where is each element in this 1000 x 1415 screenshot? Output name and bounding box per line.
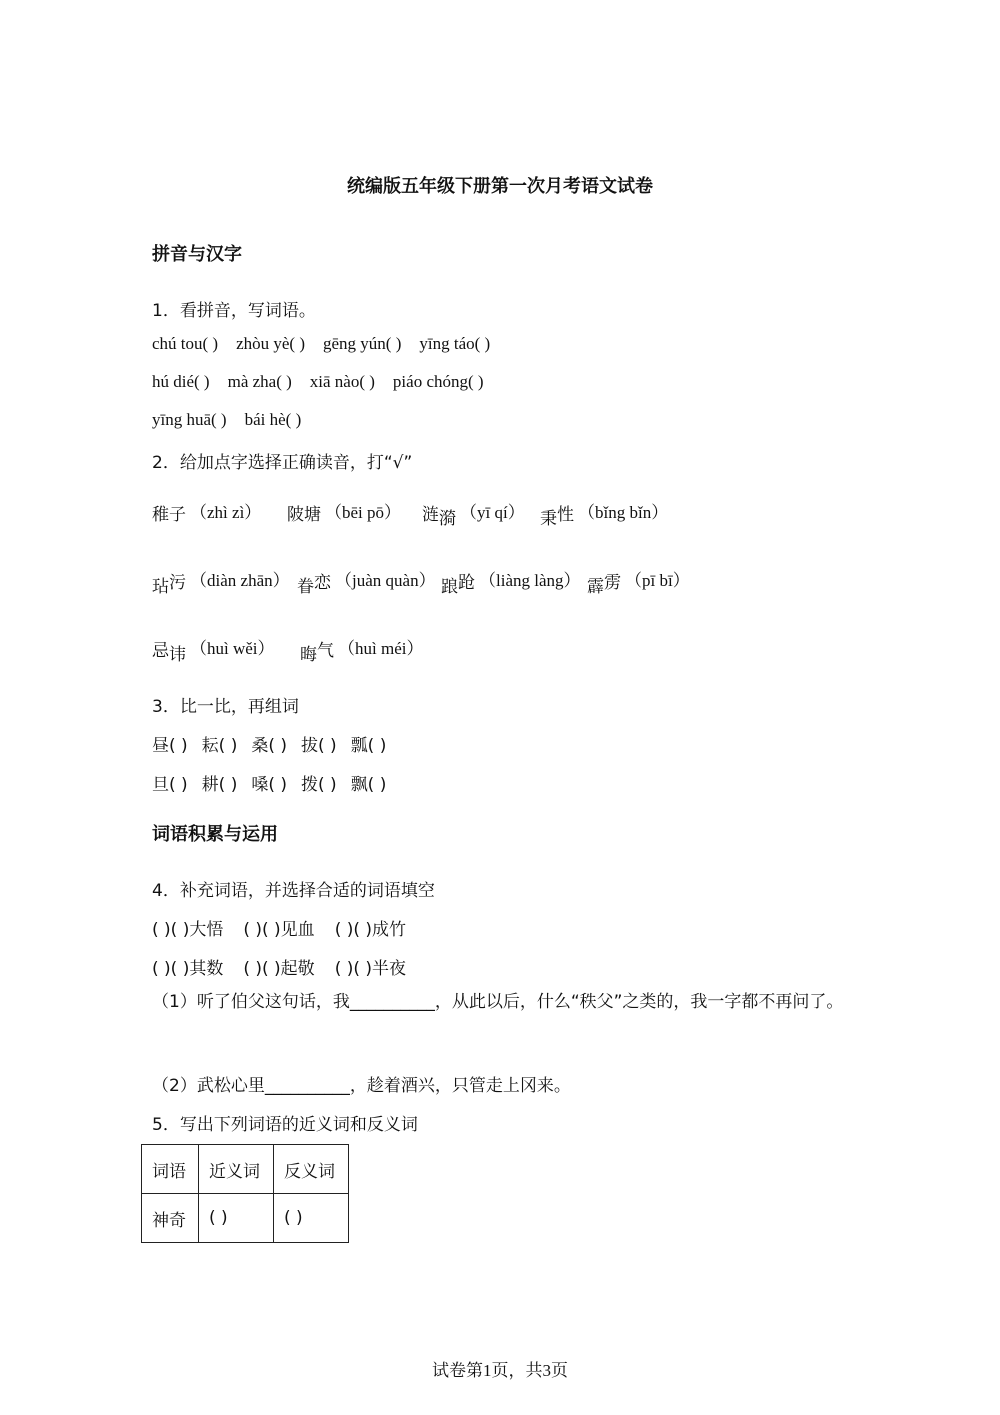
fill-sentence-2: （2）武松心里__________，趁着酒兴，只管走上冈来。 [152,1076,571,1096]
question-4-prompt: 4．补充词语，并选择合适的词语填空 [152,881,435,901]
idiom-item: ( )( )起敬 [243,959,315,979]
idiom-item: ( )( )见血 [243,920,315,940]
synonym-antonym-table [141,1144,349,1243]
compare-item: 拔( ) [301,736,337,756]
reading-item: 玷污 （diàn zhān） [152,571,290,597]
idiom-item: ( )( )半夜 [334,959,407,979]
compare-row-1 [152,731,400,756]
pinyin-item: zhòu yè( ) [236,334,306,353]
pinyin-row-2 [152,372,502,392]
compare-item: 昼( ) [152,736,188,756]
compare-row-2 [152,770,400,795]
pinyin-item: gēng yún( ) [323,334,402,353]
pinyin-item: xiā nào( ) [309,372,375,391]
idiom-item: ( )( )大悟 [152,920,224,940]
question-3-prompt: 3．比一比，再组词 [152,697,299,717]
table-header: 反义词 [274,1145,349,1194]
reading-item: 陂塘 （bēi pō） [287,503,402,525]
reading-item: 踉跄 （liàng làng） [441,571,581,597]
compare-item: 耕( ) [201,775,238,795]
question-2-prompt: 2．给加点字选择正确读音，打“√” [152,453,413,473]
table-row [142,1194,349,1243]
question-5-prompt: 5．写出下列词语的近义词和反义词 [152,1115,418,1135]
idiom-item: ( )( )其数 [152,959,224,979]
table-header-row [142,1145,349,1194]
reading-item: 霹雳 （pī bī） [587,571,690,597]
pinyin-item: hú dié( ) [152,372,210,391]
fill-sentence-1: （1）听了伯父这句话，我__________，从此以后，什么“秩父”之类的，我一字都不再问了。 [152,992,844,1012]
compare-item: 拨( ) [301,775,337,795]
pinyin-row-3 [152,410,319,430]
table-cell: 神奇 [142,1194,199,1243]
compare-item: 旦( ) [152,775,188,795]
idiom-item: ( )( )成竹 [334,920,407,940]
compare-item: 耘( ) [201,736,238,756]
page-footer: 试卷第1页，共3页 [432,1361,568,1380]
question-1-prompt: 1．看拼音，写词语。 [152,301,316,321]
table-cell: ( ) [199,1194,274,1243]
table-header: 近义词 [199,1145,274,1194]
pinyin-item: yīng huā( ) [152,410,227,429]
pinyin-item: mà zha( ) [227,372,292,391]
reading-item: 眷恋 （juàn quàn） [297,571,436,597]
compare-item: 瓢( ) [350,736,387,756]
table-cell: ( ) [274,1194,349,1243]
reading-item: 涟漪 （yī qí） [422,503,525,529]
idiom-row-2 [152,954,426,979]
reading-item: 忌讳 （huì wěi） [152,639,275,665]
section-heading-pinyin: 拼音与汉字 [152,244,242,265]
pinyin-row-1 [152,334,508,354]
table-header: 词语 [142,1145,199,1194]
idiom-row-1 [152,915,426,940]
reading-item: 晦气 （huì méi） [300,639,424,665]
section-heading-vocabulary: 词语积累与运用 [152,824,278,845]
pinyin-item: bái hè( ) [244,410,302,429]
pinyin-item: piáo chóng( ) [392,372,484,391]
pinyin-item: chú tou( ) [152,334,219,353]
page-title: 统编版五年级下册第一次月考语文试卷 [347,176,653,197]
compare-item: 飘( ) [350,775,387,795]
pinyin-item: yīng táo( ) [419,334,491,353]
reading-item: 稚子 （zhì zì） [152,503,262,525]
reading-item: 秉性 （bǐng bǐn） [540,503,669,529]
compare-item: 桑( ) [251,736,288,756]
compare-item: 嗓( ) [251,775,288,795]
